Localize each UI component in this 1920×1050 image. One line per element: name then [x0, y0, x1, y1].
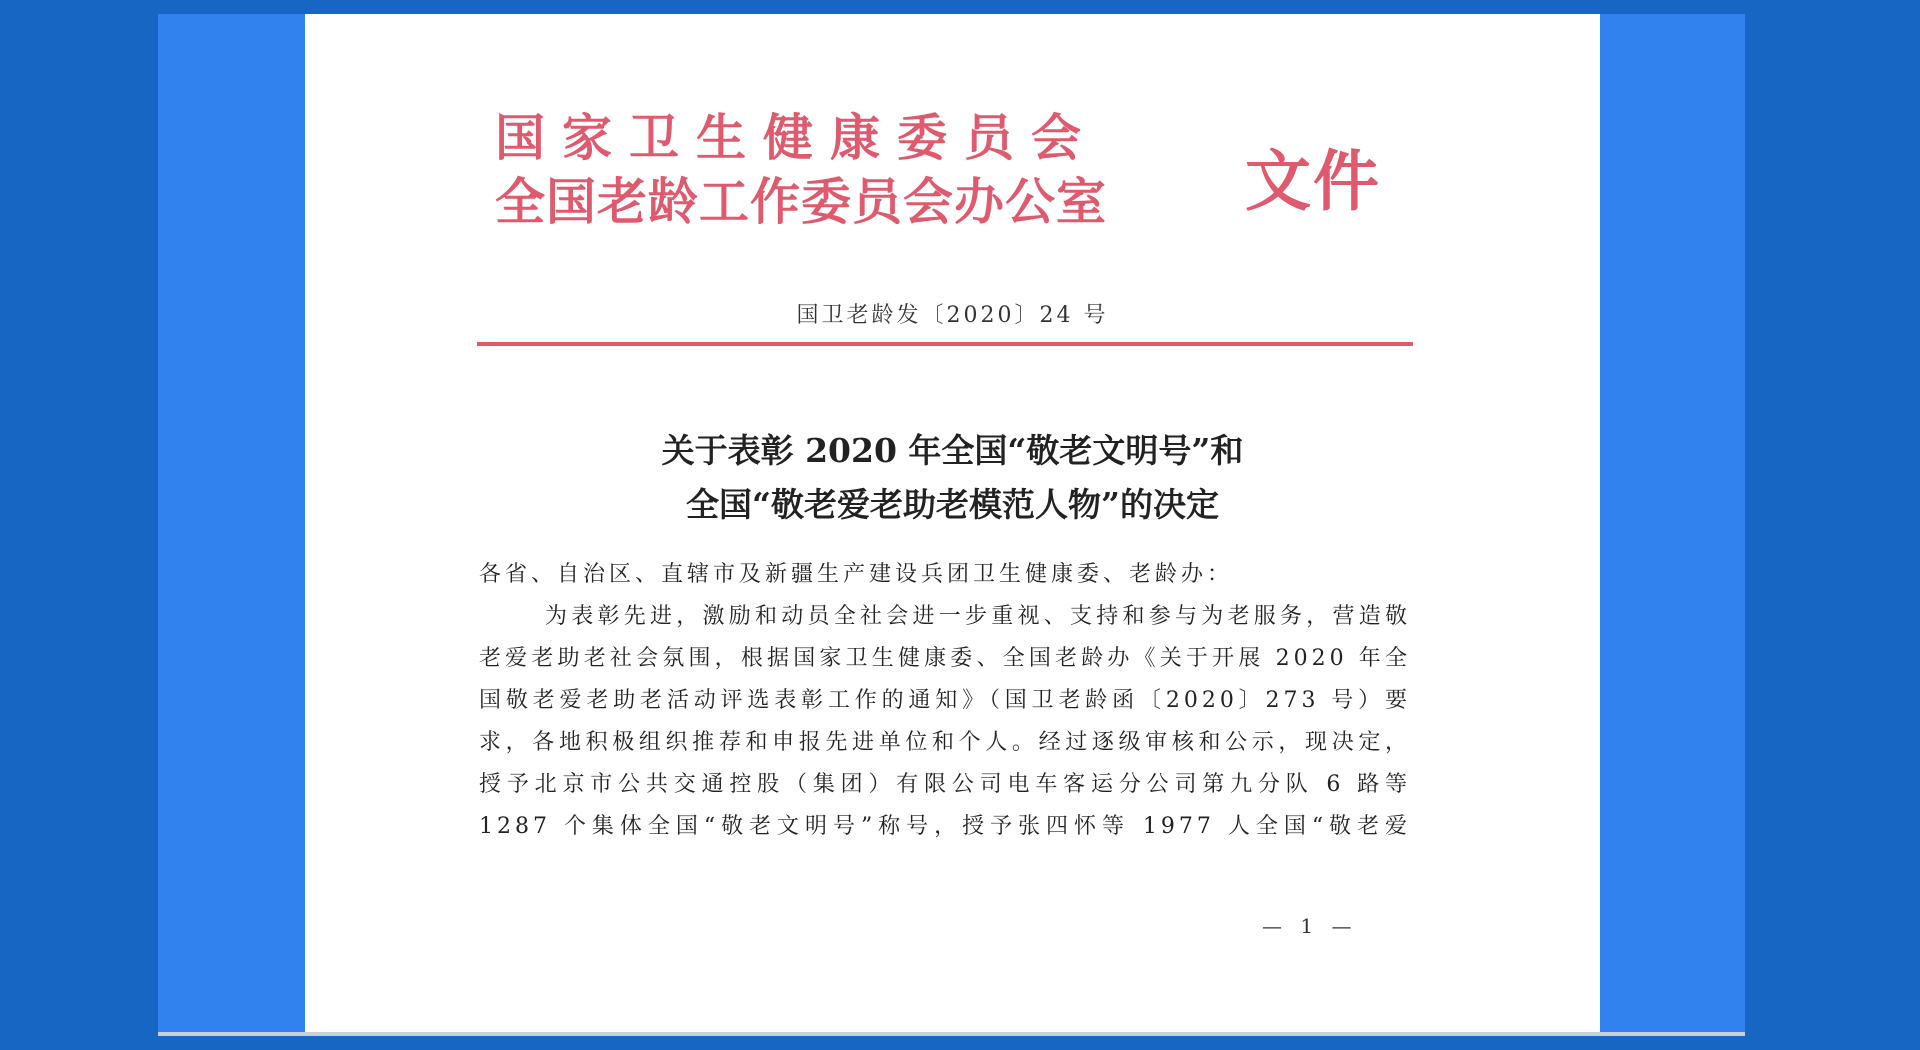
red-divider-line [477, 342, 1413, 346]
bottom-strip [158, 1032, 1745, 1036]
org-line-2: 全国老龄工作委员会办公室 [495, 172, 1107, 231]
issuing-organizations [495, 106, 1107, 234]
body-paragraph: 为表彰先进，激励和动员全社会进一步重视、支持和参与为老服务，营造敬老爱老助老社会氛围，根据国家卫生健康委、全国老龄办《关于开展 2020 年全国敬老爱老助老活动评选表彰工作的通知》（国卫老龄函〔2020〕273 号）要求，各地积极组织推荐和申报先进单位和个人。经过逐级审核和公示，现决定，授予北京市公共交通控股（集团）有限公司电车客运分公司第九分队 6 路等 1287 个集体全国“敬老文明号”称号，授予张四怀等 1977 人全国“敬老爱 [479, 604, 1411, 839]
page-number: — 1 — [1262, 914, 1358, 938]
title-line-2: 全国“敬老爱老助老模范人物”的决定 [686, 485, 1219, 524]
document-number: 国卫老龄发〔2020〕24 号 [796, 303, 1109, 328]
document-page [305, 14, 1600, 1032]
salutation: 各省、自治区、直辖市及新疆生产建设兵团卫生健康委、老龄办： [479, 562, 1234, 587]
document-body [479, 554, 1411, 848]
document-title [305, 424, 1600, 532]
title-line-1: 关于表彰 2020 年全国“敬老文明号”和 [661, 431, 1244, 470]
document-word: 文件 [1245, 142, 1381, 220]
org-line-1: 国家卫生健康委员会 [495, 108, 1098, 167]
